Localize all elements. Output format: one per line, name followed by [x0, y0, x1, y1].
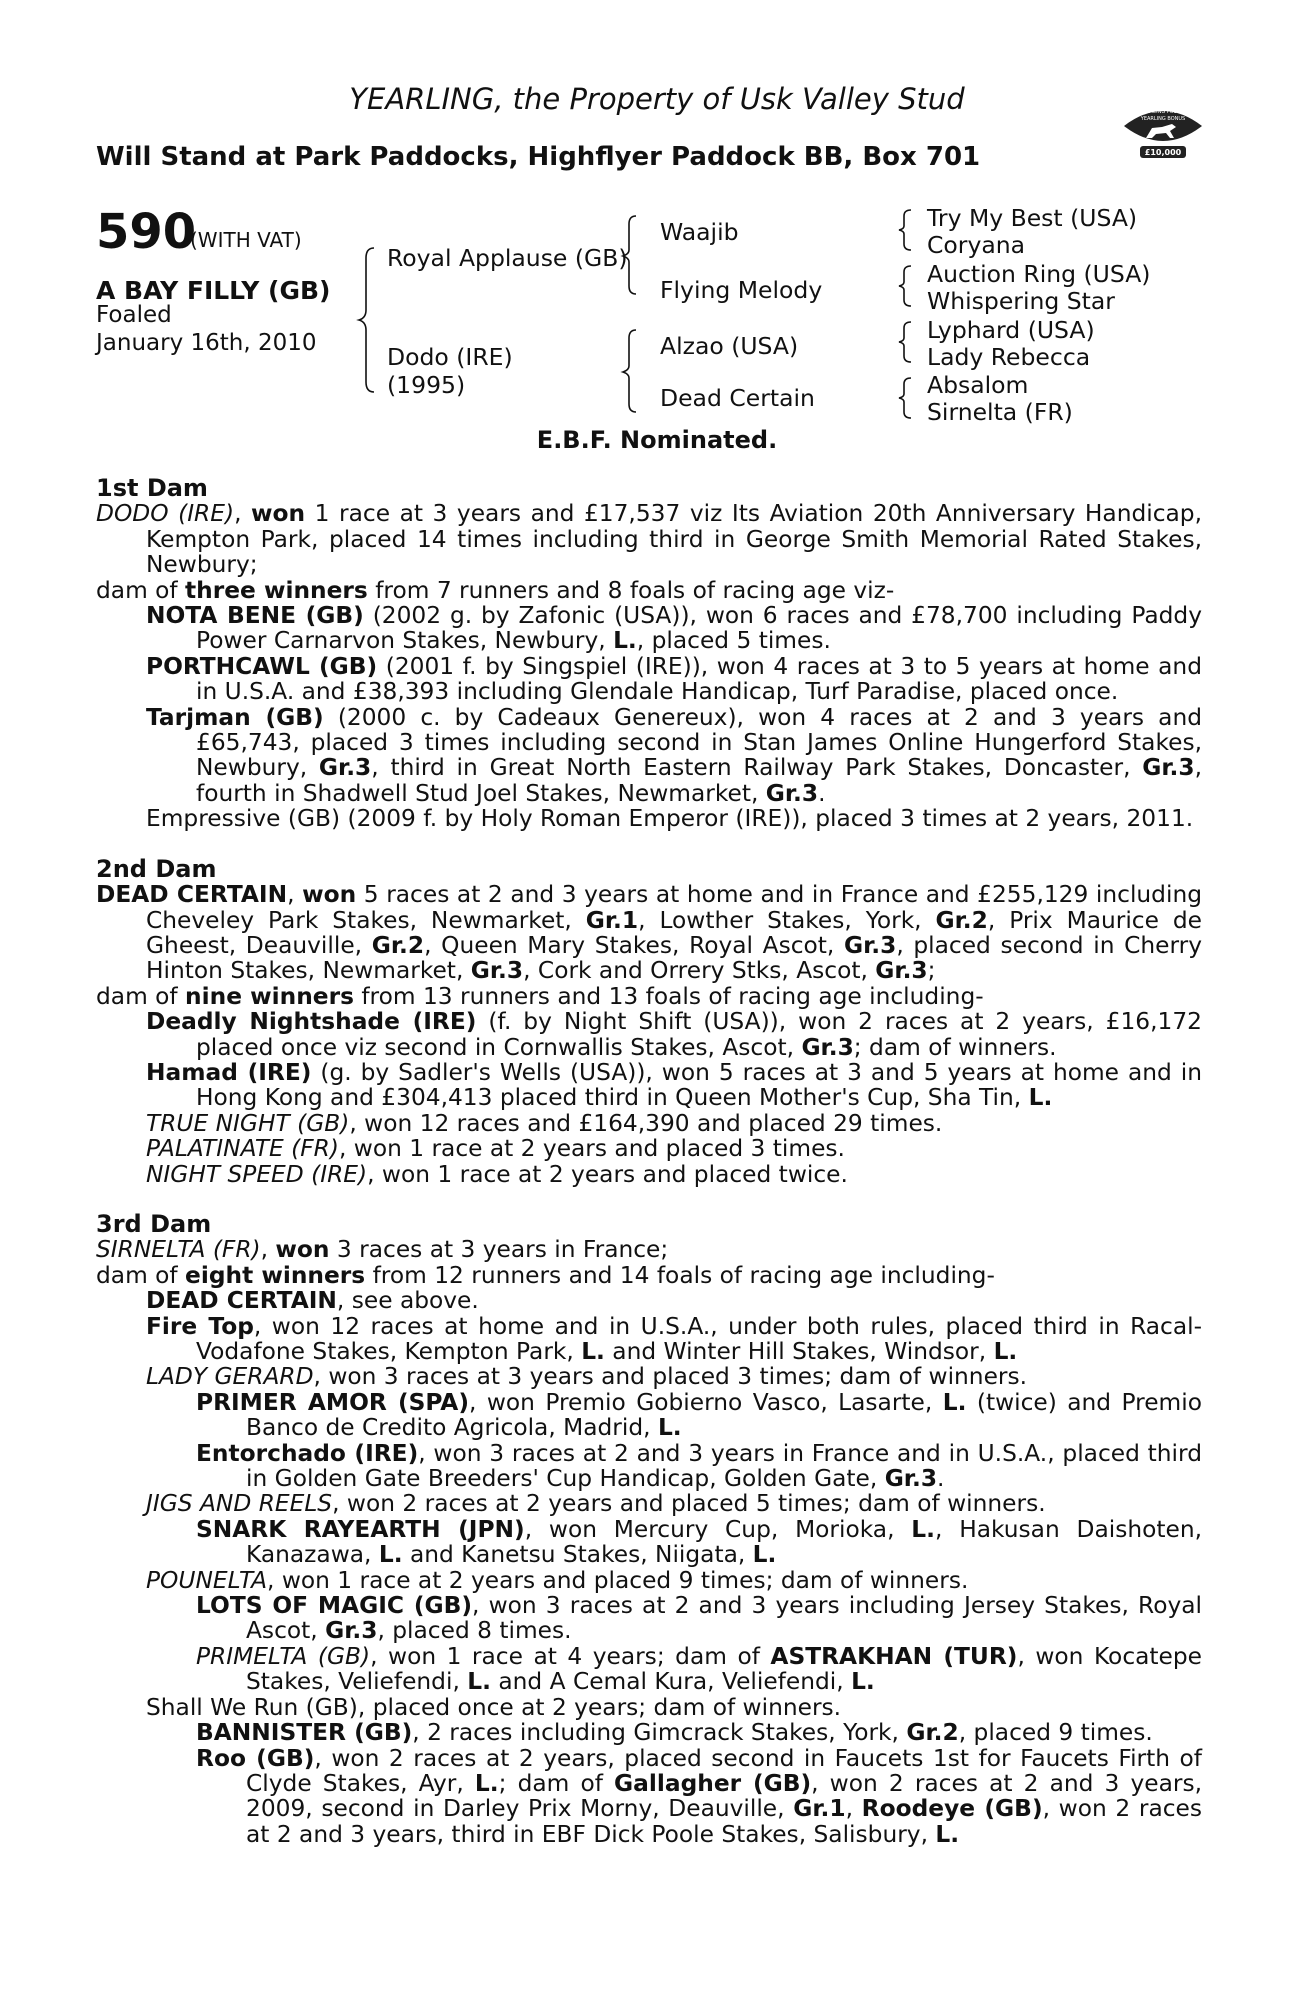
pedigree-bracket-dam: [618, 326, 642, 416]
produce-entry: PORTHCAWL (GB) (2001 f. by Singspiel (IRE)), won 4 races at 3 to 5 years at home and in U.S.A. and £38,393 including Glendale Handicap, Turf Paradise, placed once.: [146, 652, 1202, 706]
lot-title: A BAY FILLY (GB): [96, 276, 331, 305]
pedigree-bracket-main: [356, 240, 380, 400]
produce-entry: BANNISTER (GB), 2 races including Gimcrack Stakes, York, Gr.2, placed 9 times.: [196, 1719, 1153, 1747]
produce-entry: Tarjman (GB) (2000 c. by Cadeaux Genereux), won 4 races at 2 and 3 years and £65,743, placed 3 times including second in Stan James Online Hungerford Stakes, Newbury, Gr.3, third in Great North Eastern Railway Park Stakes, Doncaster, Gr.3, fourth in Shadwell Stud Joel Stakes, Newmarket, Gr.3.: [146, 703, 1203, 807]
produce-entry: PRIMER AMOR (SPA), won Premio Gobierno Vasco, Lasarte, L. (twice) and Premio Banco de Credito Agricola, Madrid, L.: [196, 1388, 1202, 1442]
pedigree-bracket-g4: [895, 374, 917, 422]
produce-entry: NOTA BENE (GB) (2002 g. by Zafonic (USA)), won 6 races and £78,700 including Paddy Power Carnarvon Stakes, Newbury, L., placed 5 times.: [146, 602, 1202, 655]
first-dam-produce-summary: dam of three winners from 7 runners and 8 foals of racing age viz-: [96, 576, 895, 604]
vat-label: (WITH VAT): [190, 228, 302, 252]
badge-top: RACING POST: [1146, 109, 1180, 115]
produce-entry: NIGHT SPEED (IRE), won 1 race at 2 years and placed twice.: [146, 1160, 848, 1188]
third-dam-produce-summary: dam of eight winners from 12 runners and 14 foals of racing age including-: [96, 1261, 995, 1289]
badge-mid: YEARLING BONUS: [1140, 116, 1186, 122]
sire-sire: Waajib: [660, 218, 739, 246]
produce-entry: LADY GERARD, won 3 races at 3 years and placed 3 times; dam of winners.: [146, 1363, 1028, 1391]
produce-entry: Shall We Run (GB), placed once at 2 years; dam of winners.: [146, 1693, 842, 1721]
sire-dam: Flying Melody: [660, 276, 823, 304]
section-heading-third-dam: 3rd Dam: [96, 1209, 212, 1238]
dam-year: (1995): [387, 371, 466, 399]
gg-4: Whispering Star: [927, 287, 1115, 315]
pedigree-bracket-g2: [895, 262, 917, 310]
page-title: YEARLING, the Property of Usk Valley Stud: [349, 82, 965, 116]
produce-entry: DEAD CERTAIN, see above.: [146, 1287, 479, 1315]
dam-sire: Alzao (USA): [660, 332, 799, 360]
section-heading-second-dam: 2nd Dam: [96, 854, 217, 883]
stand-location: Will Stand at Park Paddocks, Highflyer Paddock BB, Box 701: [96, 142, 981, 172]
dam: Dodo (IRE): [387, 343, 513, 371]
yearling-bonus-logo: [1120, 100, 1206, 160]
gg-6: Lady Rebecca: [927, 343, 1091, 371]
badge-amount: £10,000: [1144, 148, 1182, 157]
foaled-label: Foaled: [96, 302, 172, 328]
lot-number: 590: [96, 204, 197, 260]
second-dam-entry: DEAD CERTAIN, won 5 races at 2 and 3 years at home and in France and £255,129 including Cheveley Park Stakes, Newmarket, Gr.1, Lowther Stakes, York, Gr.2, Prix Maurice de Gheest, Deauville, Gr.2, Queen Mary Stakes, Royal Ascot, Gr.3, placed second in Cherry Hinton Stakes, Newmarket, Gr.3, Cork and Orrery Stks, Ascot, Gr.3;: [96, 881, 1202, 985]
produce-entry: Hamad (IRE) (g. by Sadler's Wells (USA)), won 5 races at 3 and 5 years at home and in Hong Kong and £304,413 placed third in Queen Mother's Cup, Sha Tin, L.: [146, 1058, 1202, 1112]
gg-1: Try My Best (USA): [927, 204, 1138, 232]
second-dam-produce-summary: dam of nine winners from 13 runners and 13 foals of racing age including-: [96, 982, 984, 1010]
section-heading-first-dam: 1st Dam: [96, 474, 208, 502]
gg-5: Lyphard (USA): [927, 316, 1095, 344]
pedigree-bracket-g3: [895, 318, 917, 366]
produce-entry: SNARK RAYEARTH (JPN), won Mercury Cup, Morioka, L., Hakusan Daishoten, Kanazawa, L. and Kanetsu Stakes, Niigata, L.: [196, 1515, 1203, 1569]
dam-dam: Dead Certain: [660, 384, 815, 412]
produce-entry: Deadly Nightshade (IRE) (f. by Night Shift (USA)), won 2 races at 2 years, £16,172 placed once viz second in Cornwallis Stakes, Ascot, Gr.3; dam of winners.: [146, 1008, 1202, 1061]
foaled-date: January 16th, 2010: [96, 330, 317, 356]
ebf-nominated: E.B.F. Nominated.: [536, 426, 778, 454]
gg-3: Auction Ring (USA): [927, 260, 1151, 288]
third-dam-entry: SIRNELTA (FR), won 3 races at 3 years in France;: [96, 1236, 669, 1264]
first-dam-entry: DODO (IRE), won 1 race at 3 years and £17,537 viz Its Aviation 20th Anniversary Handicap, Kempton Park, placed 14 times including third in George Smith Memorial Rated Stakes, Newbury;: [96, 500, 1202, 579]
gg-7: Absalom: [927, 371, 1029, 399]
catalogue-body: [96, 476, 1202, 1847]
gg-8: Sirnelta (FR): [927, 398, 1073, 426]
produce-entry: LOTS OF MAGIC (GB), won 3 races at 2 and 3 years including Jersey Stakes, Royal Ascot, Gr.3, placed 8 times.: [196, 1592, 1202, 1645]
produce-entry: POUNELTA, won 1 race at 2 years and placed 9 times; dam of winners.: [146, 1566, 969, 1594]
produce-entry: PALATINATE (FR), won 1 race at 2 years and placed 3 times.: [146, 1135, 845, 1163]
produce-entry: TRUE NIGHT (GB), won 12 races and £164,390 and placed 29 times.: [146, 1109, 943, 1137]
produce-entry: JIGS AND REELS, won 2 races at 2 years and placed 5 times; dam of winners.: [146, 1490, 1046, 1518]
gg-2: Coryana: [927, 231, 1026, 259]
produce-entry: PRIMELTA (GB), won 1 race at 4 years; dam of ASTRAKHAN (TUR), won Kocatepe Stakes, Veliefendi, L. and A Cemal Kura, Veliefendi, L.: [196, 1642, 1202, 1696]
produce-entry: Roo (GB), won 2 races at 2 years, placed second in Faucets 1st for Faucets Firth of Clyde Stakes, Ayr, L.; dam of Gallagher (GB), won 2 races at 2 and 3 years, 2009, second in Darley Prix Morny, Deauville, Gr.1, Roodeye (GB), won 2 races at 2 and 3 years, third in EBF Dick Poole Stakes, Salisbury, L.: [196, 1744, 1203, 1848]
sire: Royal Applause (GB): [387, 244, 628, 272]
pedigree-bracket-g1: [895, 206, 917, 254]
produce-entry: Entorchado (IRE), won 3 races at 2 and 3 years in France and in U.S.A., placed third in Golden Gate Breeders' Cup Handicap, Golden Gate, Gr.3.: [196, 1439, 1202, 1493]
produce-entry: Fire Top, won 12 races at home and in U.S.A., under both rules, placed third in Racal-Vodafone Stakes, Kempton Park, L. and Winter Hill Stakes, Windsor, L.: [146, 1312, 1203, 1365]
produce-entry: Empressive (GB) (2009 f. by Holy Roman Emperor (IRE)), placed 3 times at 2 years, 2011.: [146, 805, 1194, 833]
